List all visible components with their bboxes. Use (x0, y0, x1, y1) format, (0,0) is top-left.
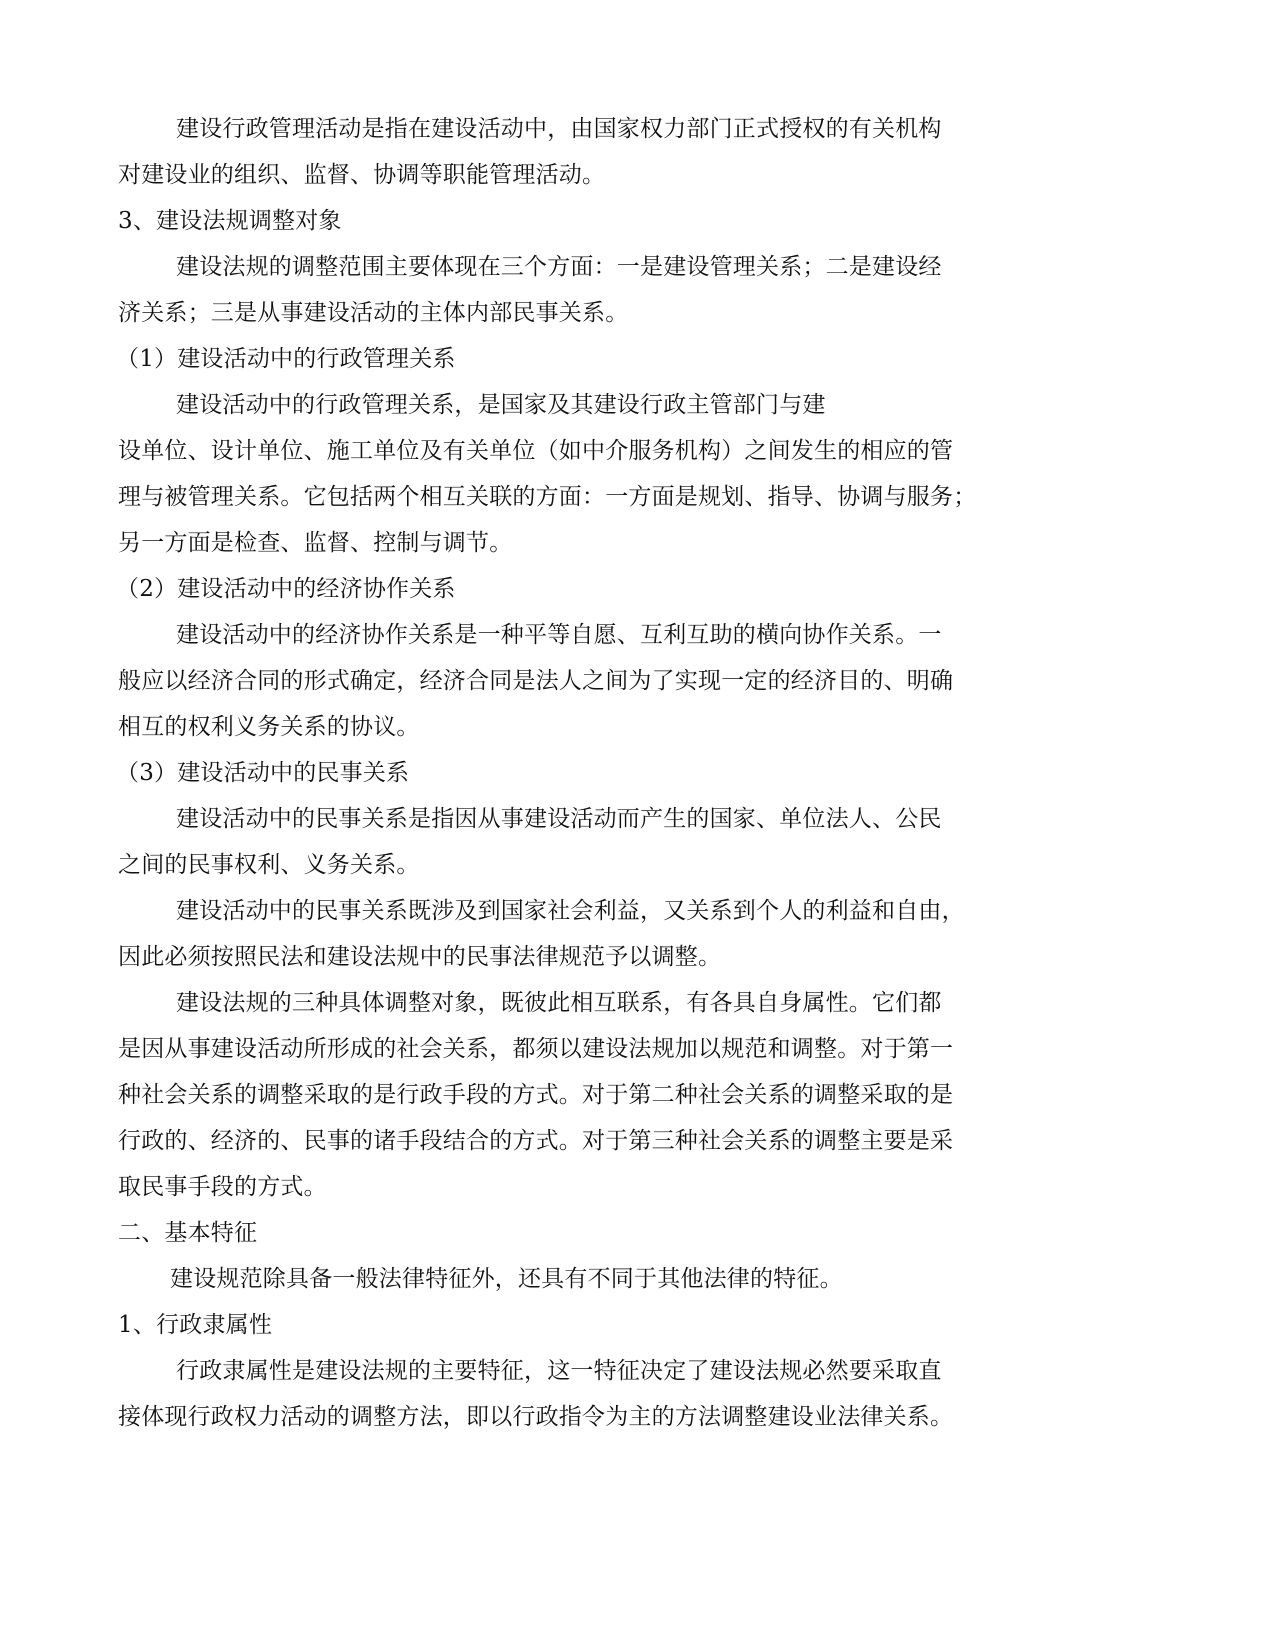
subsection-heading: （1）建设活动中的行政管理关系 (116, 346, 456, 372)
paragraph-line: 另一方面是检查、监督、控制与调节。 (118, 530, 513, 556)
paragraph-line: 因此必须按照民法和建设法规中的民事法律规范予以调整。 (118, 944, 722, 970)
paragraph-line: 建设活动中的经济协作关系是一种平等自愿、互利互助的横向协作关系。一 (176, 622, 942, 648)
paragraph-line: 济关系；三是从事建设活动的主体内部民事关系。 (118, 300, 629, 326)
paragraph-line: 建设行政管理活动是指在建设活动中，由国家权力部门正式授权的有关机构 (176, 116, 942, 142)
section-heading: 二、基本特征 (118, 1220, 258, 1246)
paragraph-line: 行政的、经济的、民事的诸手段结合的方式。对于第三种社会关系的调整主要是采 (118, 1128, 954, 1154)
paragraph-line: 建设活动中的民事关系既涉及到国家社会利益，又关系到个人的利益和自由， (176, 898, 965, 924)
paragraph-line: 理与被管理关系。它包括两个相互关联的方面：一方面是规划、指导、协调与服务； (118, 484, 977, 510)
section-heading: 3、建设法规调整对象 (118, 208, 342, 234)
paragraph-line: 对建设业的组织、监督、协调等职能管理活动。 (118, 162, 606, 188)
paragraph-line: 种社会关系的调整采取的是行政手段的方式。对于第二种社会关系的调整采取的是 (118, 1082, 954, 1108)
paragraph-line: 是因从事建设活动所形成的社会关系，都须以建设法规加以规范和调整。对于第一 (118, 1036, 954, 1062)
paragraph-line: 般应以经济合同的形式确定，经济合同是法人之间为了实现一定的经济目的、明确 (118, 668, 954, 694)
paragraph-line: 建设法规的调整范围主要体现在三个方面：一是建设管理关系；二是建设经 (176, 254, 942, 280)
subsection-heading: 1、行政隶属性 (118, 1312, 273, 1338)
paragraph-line: 建设法规的三种具体调整对象，既彼此相互联系，有各具自身属性。它们都 (176, 990, 942, 1016)
paragraph-line: 相互的权利义务关系的协议。 (118, 714, 420, 740)
paragraph-line: 取民事手段的方式。 (118, 1174, 327, 1200)
paragraph-line: 建设活动中的行政管理关系，是国家及其建设行政主管部门与建 (176, 392, 826, 418)
paragraph-line: 行政隶属性是建设法规的主要特征，这一特征决定了建设法规必然要采取直 (176, 1358, 942, 1384)
paragraph-line: 建设活动中的民事关系是指因从事建设活动而产生的国家、单位法人、公民 (176, 806, 942, 832)
paragraph-line: 建设规范除具备一般法律特征外，还具有不同于其他法律的特征。 (170, 1266, 843, 1292)
paragraph-line: 之间的民事权利、义务关系。 (118, 852, 420, 878)
paragraph-line: 接体现行政权力活动的调整方法，即以行政指令为主的方法调整建设业法律关系。 (118, 1404, 954, 1430)
subsection-heading: （3）建设活动中的民事关系 (116, 760, 410, 786)
paragraph-line: 设单位、设计单位、施工单位及有关单位（如中介服务机构）之间发生的相应的管 (118, 438, 954, 464)
subsection-heading: （2）建设活动中的经济协作关系 (116, 576, 456, 602)
